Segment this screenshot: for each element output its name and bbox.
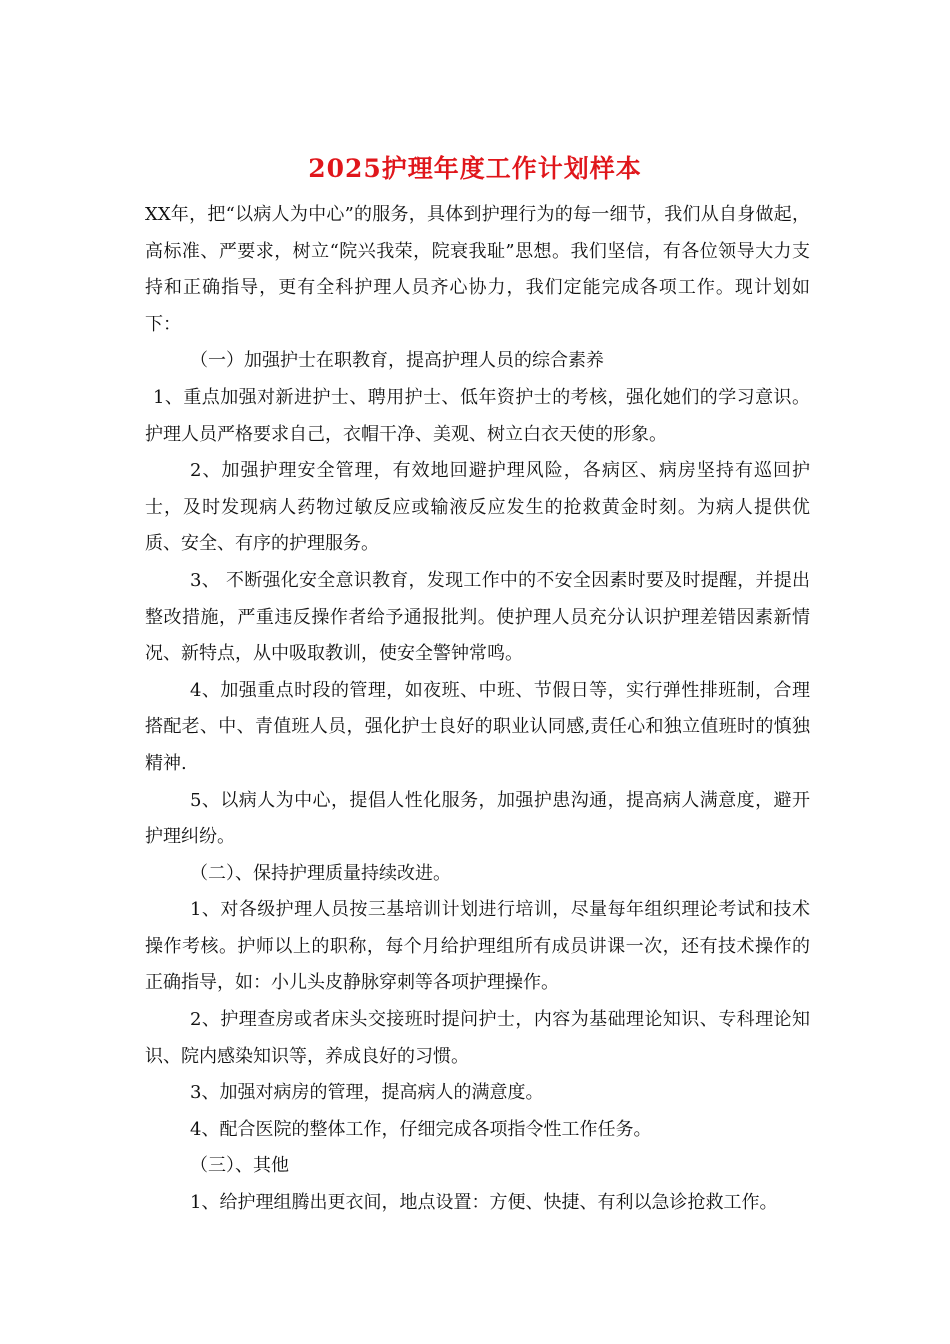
paragraph-1-2: 2、加强护理安全管理，有效地回避护理风险，各病区、病房坚持有巡回护士，及时发现病人药物过敏反应或输液反应发生的抢救黄金时刻。为病人提供优质、安全、有序的护理服务。: [145, 460, 810, 555]
section-heading-3: （三）、其他: [190, 1155, 289, 1177]
paragraph-1-5: 5、以病人为中心，提倡人性化服务，加强护患沟通，提高病人满意度，避开护理纠纷。: [145, 789, 810, 848]
paragraph-2-2: 2、护理查房或者床头交接班时提问护士，内容为基础理论知识、专科理论知识、院内感染知识等，养成良好的习惯。: [145, 1009, 810, 1067]
paragraph-1-4: 4、加强重点时段的管理，如夜班、中班、节假日等，实行弹性排班制，合理搭配老、中、青值班人员，强化护士良好的职业认同感,责任心和独立值班时的慎独精神.: [145, 679, 810, 774]
section-heading-1: （一）加强护士在职教育，提高护理人员的综合素养: [190, 350, 604, 372]
document-body: [145, 197, 810, 1222]
paragraph-1-3: 3、 不断强化安全意识教育，发现工作中的不安全因素时要及时提醒，并提出整改措施，严重违反操作者给予通报批判。使护理人员充分认识护理差错因素新情况、新特点，从中吸取教训，使安全警钟常鸣。: [145, 569, 810, 665]
paragraph-3-1: 1、给护理组腾出更衣间，地点设置：方便、快捷、有利以急诊抢救工作。: [190, 1192, 778, 1214]
document-title: 2025护理年度工作计划样本: [308, 154, 642, 183]
paragraph-1-1: 1、重点加强对新进护士、聘用护士、低年资护士的考核，强化她们的学习意识。护理人员严格要求自己，衣帽干净、美观、树立白衣天使的形象。: [145, 386, 810, 445]
paragraph-2-4: 4、配合医院的整体工作，仔细完成各项指令性工作任务。: [190, 1118, 652, 1140]
section-heading-2: （二）、保持护理质量持续改进。: [190, 862, 451, 884]
paragraph-2-1: 1、对各级护理人员按三基培训计划进行培训，尽量每年组织理论考试和技术操作考核。护师以上的职称，每个月给护理组所有成员讲课一次，还有技术操作的正确指导，如：小儿头皮静脉穿刺等各项护理操作。: [145, 899, 810, 994]
paragraph-2-3: 3、加强对病房的管理，提高病人的满意度。: [190, 1082, 544, 1104]
intro-paragraph: XX年，把“以病人为中心”的服务，具体到护理行为的每一细节，我们从自身做起，高标准、严要求，树立“院兴我荣，院衰我耻”思想。我们坚信，有各位领导大力支持和正确指导，更有全科护理人员齐心协力，我们定能完成各项工作。现计划如下：: [145, 204, 810, 335]
